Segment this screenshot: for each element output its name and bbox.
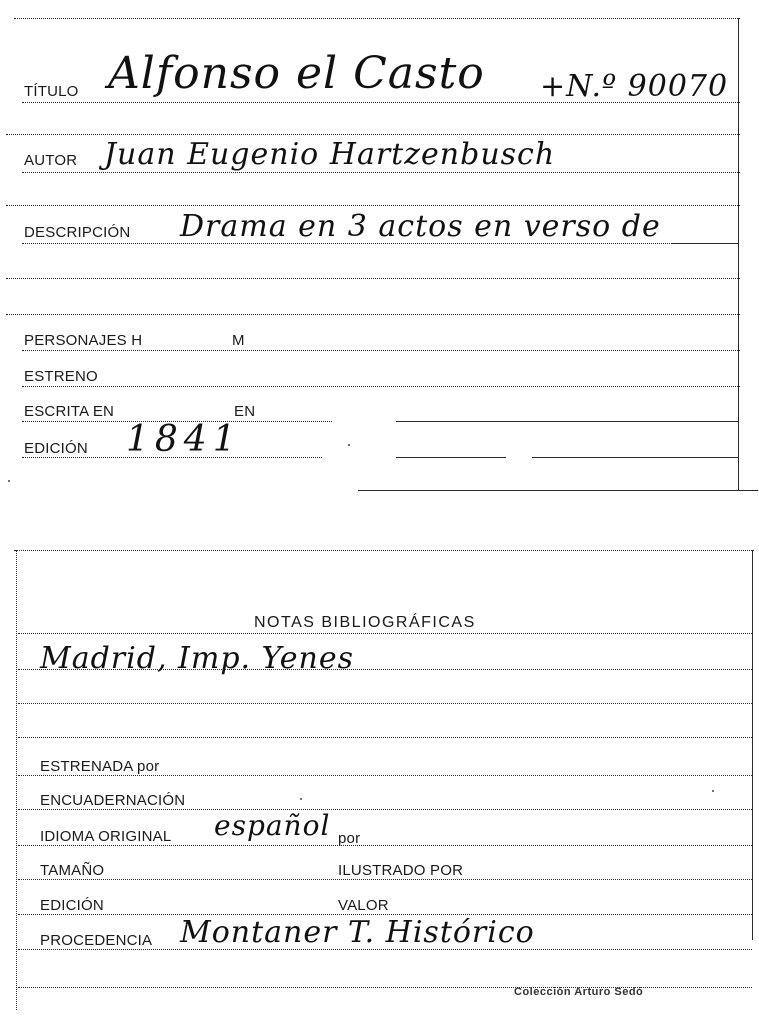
autor-value: Juan Eugenio Hartzenbusch bbox=[104, 137, 556, 172]
tamano-line bbox=[18, 879, 752, 880]
edicion-value: 1841 bbox=[126, 419, 242, 460]
autor-label: AUTOR bbox=[24, 152, 78, 169]
titulo-line bbox=[22, 102, 740, 103]
card-right-edge bbox=[752, 550, 753, 940]
card-bottom-edge bbox=[358, 490, 758, 491]
idioma-label: IDIOMA ORIGINAL bbox=[40, 828, 172, 845]
ilustrado-label: ILUSTRADO POR bbox=[338, 862, 464, 879]
rule-line bbox=[18, 737, 752, 738]
notas-value: Madrid, Imp. Yenes bbox=[40, 641, 355, 676]
escrita-line-right bbox=[396, 421, 738, 422]
rule-line bbox=[18, 703, 752, 704]
estreno-line bbox=[22, 386, 740, 387]
speck bbox=[8, 480, 10, 482]
autor-line bbox=[22, 172, 740, 173]
personajes-m-label: M bbox=[232, 332, 245, 349]
rule-line bbox=[6, 134, 740, 135]
estrenada-label: ESTRENADA por bbox=[40, 758, 160, 775]
procedencia-label: PROCEDENCIA bbox=[40, 932, 153, 949]
descripcion-line-end bbox=[672, 243, 738, 244]
notas-heading: NOTAS BIBLIOGRÁFICAS bbox=[254, 614, 476, 631]
speck bbox=[712, 790, 714, 792]
rule-line bbox=[6, 278, 740, 279]
procedencia-value: Montaner T. Histórico bbox=[180, 915, 535, 950]
idioma-line bbox=[18, 845, 752, 846]
numero-value: +N.º 90070 bbox=[540, 69, 729, 104]
titulo-value: Alfonso el Casto bbox=[108, 48, 485, 99]
catalog-card-front bbox=[0, 0, 759, 500]
escrita-label: ESCRITA EN bbox=[24, 403, 115, 420]
card-left-edge bbox=[16, 550, 17, 1010]
rule-line bbox=[6, 314, 740, 315]
edicion-line-mid bbox=[396, 457, 506, 458]
card-top-edge bbox=[14, 550, 754, 551]
personajes-label: PERSONAJES H bbox=[24, 332, 143, 349]
card-right-edge bbox=[738, 18, 739, 490]
catalog-card-back bbox=[0, 540, 759, 1028]
rule-line bbox=[18, 633, 752, 634]
notas-line bbox=[18, 669, 752, 670]
idioma-value: español bbox=[214, 809, 331, 842]
edicion-label: EDICIÓN bbox=[24, 440, 88, 457]
procedencia-line bbox=[18, 949, 752, 950]
encuadernacion-label: ENCUADERNACIÓN bbox=[40, 792, 186, 809]
estrenada-line bbox=[18, 775, 752, 776]
edicion-line-right bbox=[532, 457, 738, 458]
collection-credit: Colección Arturo Sedó bbox=[514, 986, 644, 998]
tamano-label: TAMAÑO bbox=[40, 862, 105, 879]
descripcion-label: DESCRIPCIÓN bbox=[24, 224, 131, 241]
speck bbox=[348, 444, 350, 446]
escrita-en-label: EN bbox=[234, 403, 256, 420]
personajes-line bbox=[22, 350, 740, 351]
speck bbox=[300, 798, 302, 800]
estreno-label: ESTRENO bbox=[24, 368, 98, 385]
edicion-line bbox=[22, 457, 322, 458]
descripcion-line bbox=[22, 243, 672, 244]
descripcion-value: Drama en 3 actos en verso de bbox=[180, 209, 661, 244]
edicion-label: EDICIÓN bbox=[40, 897, 104, 914]
valor-label: VALOR bbox=[338, 897, 389, 914]
idioma-por-label: por bbox=[338, 830, 361, 847]
card-top-edge bbox=[14, 18, 740, 19]
titulo-label: TÍTULO bbox=[24, 83, 79, 100]
encuadernacion-line bbox=[18, 809, 752, 810]
rule-line bbox=[6, 205, 740, 206]
